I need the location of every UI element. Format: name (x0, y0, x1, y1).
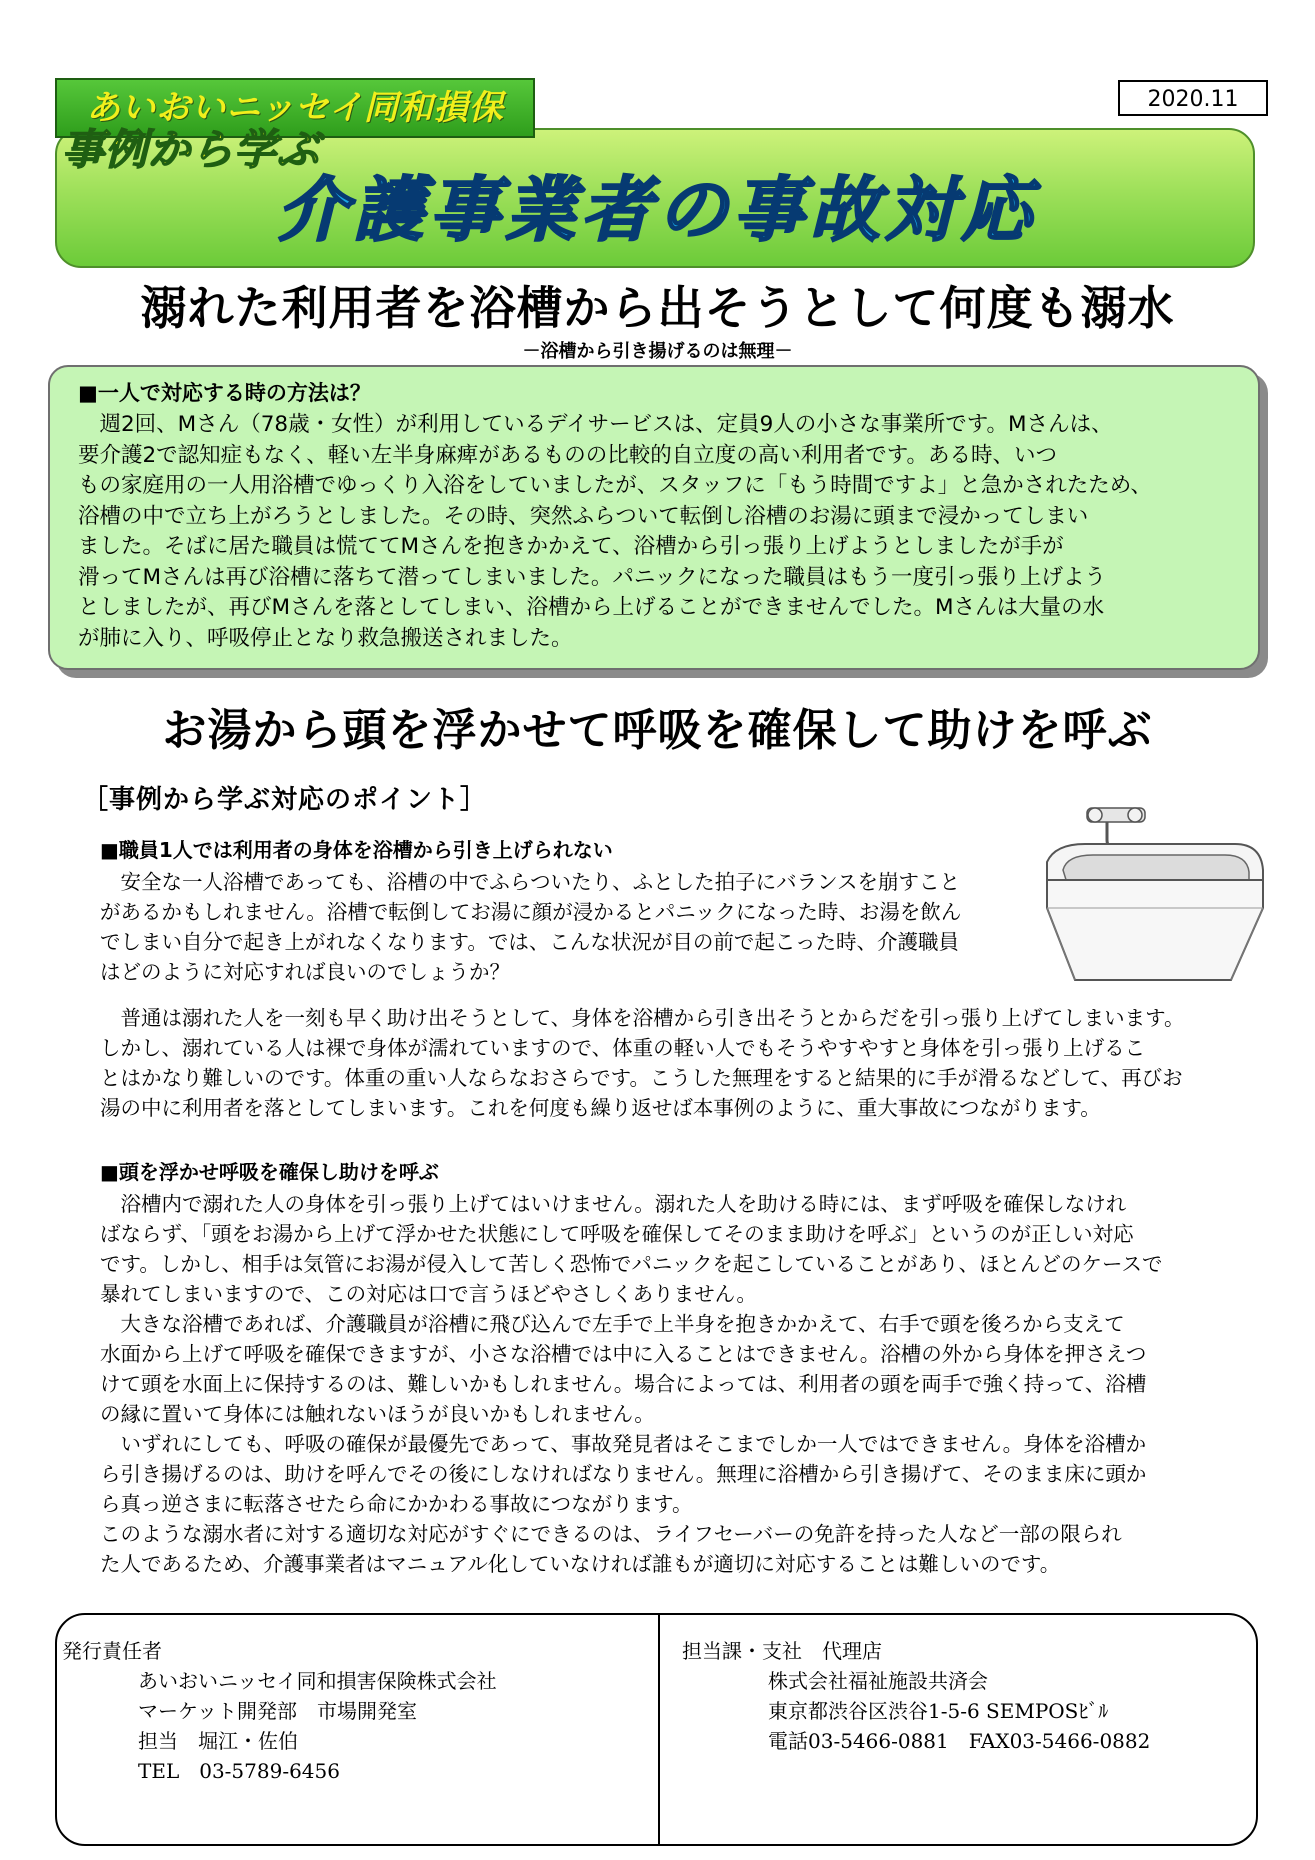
agency-company: 株式会社福祉施設共済会 (768, 1669, 988, 1693)
article-headline: 溺れた利用者を浴槽から出そうとして何度も溺水 (140, 281, 1175, 335)
section2-line: 大きな浴槽であれば、介護職員が浴槽に飛び込んで左手で上半身を抱きかかえて、右手で頭を後ろから支えて (100, 1312, 1125, 1336)
agency-phone: 電話03-5466-0881 FAX03-5466-0882 (768, 1729, 1151, 1753)
section1-line: でしまい自分で起き上がれなくなります。では、こんな状況が目の前で起こった時、介護職員 (100, 930, 959, 954)
section1-heading: ■職員1人では利用者の身体を浴槽から引き上げられない (100, 838, 613, 862)
case-line: 滑ってMさんは再び浴槽に落ちて潜ってしまいました。パニックになった職員はもう一度引っ張り上げよう (78, 564, 1106, 590)
case-line: もの家庭用の一人用浴槽でゆっくり入浴をしていましたが、スタッフに「もう時間ですよ」と急かされたため、 (78, 473, 1152, 498)
case-text (78, 410, 1238, 654)
article-subheadline: －浴槽から引き揚げるのは無理－ (522, 341, 793, 362)
publisher-tel: TEL 03-5789-6456 (138, 1759, 340, 1783)
section1-line: とはかなり難しいのです。体重の重い人ならなおさらです。こうした無理をすると結果的に手が滑るなどして、再びお (100, 1066, 1183, 1090)
main-title: 介護事業者の事故対応 (277, 169, 1038, 251)
issue-date: 2020.11 (1118, 80, 1268, 116)
section2-line: ら引き揚げるのは、助けを呼んでその後にしなければなりません。無理に浴槽から引き揚げて、そのまま床に頭か (100, 1462, 1147, 1486)
case-heading: ■一人で対応する時の方法は？ (78, 381, 371, 405)
answer-title: お湯から頭を浮かせて呼吸を確保して助けを呼ぶ (162, 705, 1153, 756)
section1-line: 湯の中に利用者を落としてしまいます。これを何度も繰り返せば本事例のように、重大事故につながります。 (100, 1096, 1101, 1120)
agency-address: 東京都渋谷区渋谷1-5-6 SEMPOSﾋﾞﾙ (768, 1699, 1109, 1723)
section2-line: た人であるため、介護事業者はマニュアル化していなければ誰もが適切に対応することは難しいのです。 (100, 1552, 1061, 1576)
case-line: 週2回、Mさん（78歳・女性）が利用しているデイサービスは、定員9人の小さな事業所です。Mさんは、 (78, 412, 1113, 437)
section2-line: です。しかし、相手は気管にお湯が侵入して苦しく恐怖でパニックを起こしていることがあり、ほとんどのケースで (100, 1252, 1163, 1276)
case-line: としましたが、再びMさんを落としてしまい、浴槽から上げることができませんでした。Mさんは大量の水 (78, 595, 1105, 620)
section1-line: しかし、溺れている人は裸で身体が濡れていますので、体重の軽い人でもそうやすやすと身体を引っ張り上げるこ (100, 1036, 1146, 1060)
section2-line: 浴槽内で溺れた人の身体を引っ張り上げてはいけません。溺れた人を助ける時には、まず呼吸を確保しなけれ (100, 1192, 1127, 1216)
section2-line: 水面から上げて呼吸を確保できますが、小さな浴槽では中に入ることはできません。浴槽の外から身体を押さえつ (100, 1342, 1147, 1366)
publisher-contact-person: 担当 堀江・佐伯 (138, 1729, 298, 1753)
section1-text-continued (100, 1003, 1260, 1123)
case-line: が肺に入り、呼吸停止となり救急搬送されました。 (78, 625, 573, 651)
bathtub-illustration (1035, 800, 1270, 1000)
section2-line: 暴れてしまいますので、この対応は口で言うほどやさしくありません。 (100, 1282, 757, 1306)
section2-line: ばならず、「頭をお湯から上げて浮かせた状態にして呼吸を確保してそのまま助けを呼ぶ」というのが正しい対応 (100, 1222, 1134, 1246)
section2-line: けて頭を水面上に保持するのは、難しいかもしれません。場合によっては、利用者の頭を両手で強く持って、浴槽 (100, 1372, 1147, 1396)
section2-text (100, 1189, 1260, 1579)
footer-divider (658, 1613, 660, 1846)
company-name: あいおいニッセイ同和損保 (86, 88, 504, 128)
section2-heading: ■頭を浮かせ呼吸を確保し助けを呼ぶ (100, 1160, 439, 1184)
case-line: ました。そばに居た職員は慌ててMさんを抱きかかえて、浴槽から引っ張り上げようとしましたが手が (78, 534, 1064, 559)
section2-line: ら真っ逆さまに転落させたら命にかかわる事故につながります。 (100, 1492, 693, 1516)
section1-line: 普通は溺れた人を一刻も早く助け出そうとして、身体を浴槽から引き出そうとからだを引っ張り上げてしまいます。 (100, 1006, 1185, 1030)
publisher-company: あいおいニッセイ同和損害保険株式会社 (138, 1669, 497, 1693)
section2-line: の縁に置いて身体には触れないほうが良いかもしれません。 (100, 1402, 655, 1426)
points-heading: ［事例から学ぶ対応のポイント］ (82, 785, 488, 815)
agency-label: 担当課・支社 代理店 (682, 1639, 882, 1663)
case-line: 要介護2で認知症もなく、軽い左半身麻痺があるものの比較的自立度の高い利用者です。ある時、いつ (78, 442, 1058, 468)
section2-line: いずれにしても、呼吸の確保が最優先であって、事故発見者はそこまでしか一人ではできません。身体を浴槽か (100, 1432, 1147, 1456)
section1-text (100, 867, 1030, 987)
publisher-label: 発行責任者 (62, 1639, 162, 1663)
series-subtitle: 事例から学ぶ (62, 125, 321, 174)
section1-line: があるかもしれません。浴槽で転倒してお湯に顔が浸かるとパニックになった時、お湯を飲ん (100, 900, 962, 924)
case-line: 浴槽の中で立ち上がろうとしました。その時、突然ふらついて転倒し浴槽のお湯に頭まで浸かってしまい (78, 503, 1089, 529)
section1-line: はどのように対応すれば良いのでしょうか？ (100, 960, 510, 984)
section1-line: 安全な一人浴槽であっても、浴槽の中でふらついたり、ふとした拍子にバランスを崩すこと (100, 870, 960, 894)
section2-line: このような溺水者に対する適切な対応がすぐにできるのは、ライフセーバーの免許を持った人など一部の限られ (100, 1522, 1122, 1546)
publisher-department: マーケット開発部 市場開発室 (138, 1699, 417, 1723)
